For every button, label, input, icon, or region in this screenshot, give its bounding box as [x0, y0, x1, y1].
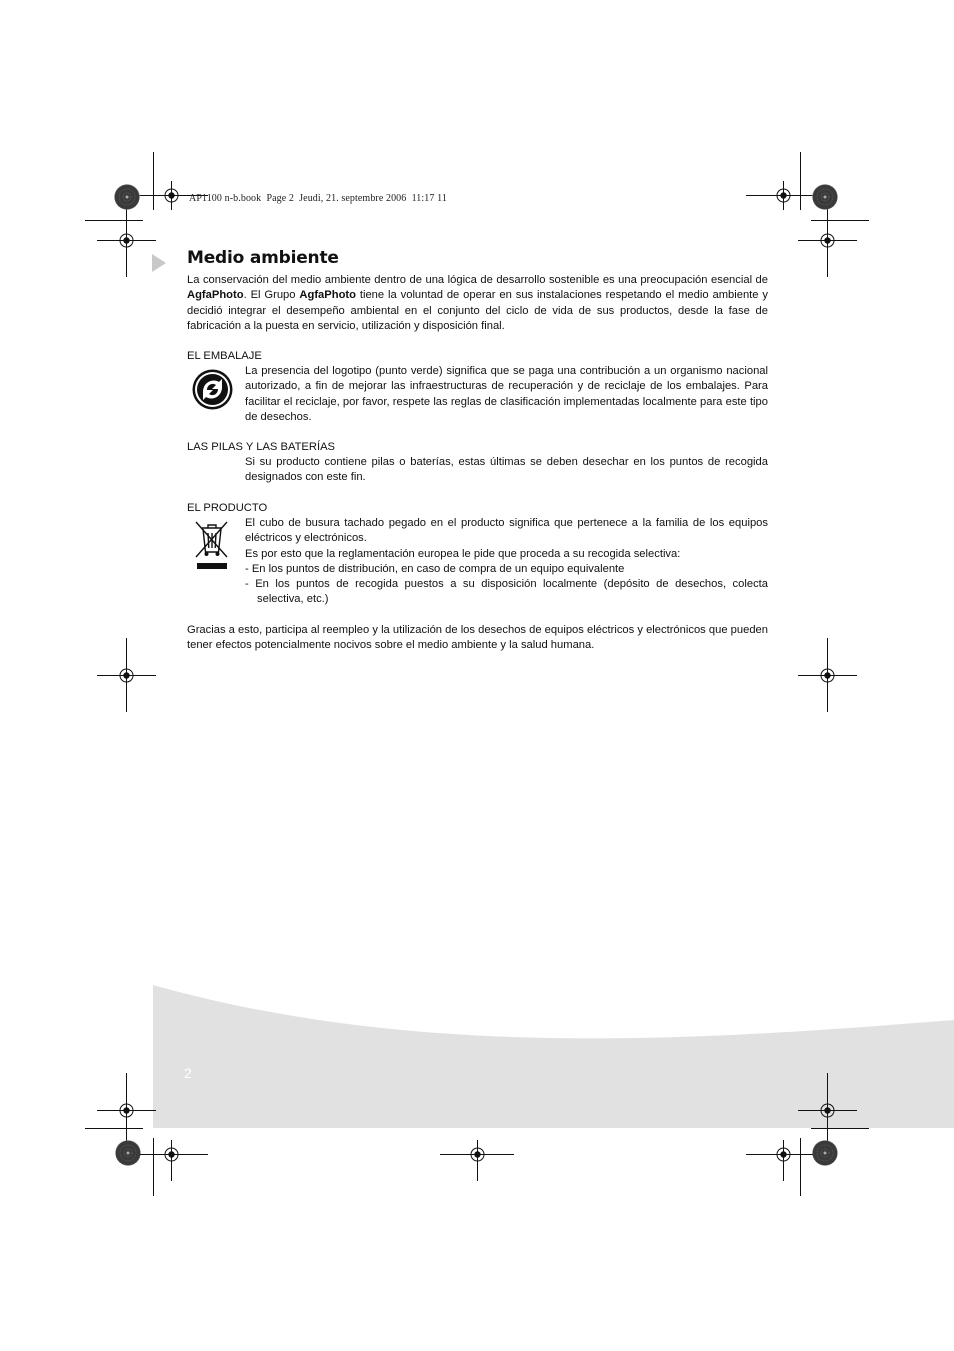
- product-text: [245, 516, 768, 608]
- brand-name: AgfaPhoto: [187, 289, 244, 302]
- packaging-text: La presencia del logotipo (punto verde) significa que se paga una contribución a un organismo nacional autorizado, a fin de mejorar las infraestructuras de recuperación y de reciclaje de los embalajes. Para facilitar el reciclaje, por favor, respete las reglas de clasificación implementadas localmente para este tipo de desechos.: [245, 365, 768, 423]
- intro-text-2: . El Grupo: [243, 289, 300, 302]
- product-text-1: El cubo de busura tachado pegado en el producto significa que pertenece a la familia de los equipos eléctricos y electrónicos.: [245, 517, 768, 545]
- section-arrow-icon: [152, 254, 166, 272]
- page-number: 2: [184, 1065, 192, 1081]
- section-heading-product: EL PRODUCTO: [187, 502, 268, 514]
- intro-text-3: tiene la voluntad de operar en sus instalaciones respetando el medio ambiente y decidió integrar el desempeño ambiental en el conjunto del ciclo de vida de sus productos, desde la fase de fabricación a la puesta en servicio, utilización y disposición final.: [187, 289, 768, 332]
- page-title: Medio ambiente: [187, 248, 339, 268]
- section-heading-packaging: EL EMBALAJE: [187, 350, 262, 362]
- intro-paragraph: [187, 273, 768, 334]
- batteries-text: Si su producto contiene pilas o baterías, estas últimas se deben desechar en los puntos de recogida designados con este fin.: [245, 456, 768, 484]
- brand-name: AgfaPhoto: [299, 289, 356, 302]
- print-header: AP1100 n-b.book Page 2 Jeudi, 21. septembre 2006 11:17 11: [189, 193, 447, 204]
- intro-text-1: La conservación del medio ambiente dentro de una lógica de desarrollo sostenible es una preocupación esencial de: [187, 274, 768, 286]
- list-item: - En los puntos de recogida puestos a su disposición localmente (depósito de desechos, colecta selectiva, etc.): [245, 578, 768, 606]
- section-heading-batteries: LAS PILAS Y LAS BATERÍAS: [187, 441, 335, 453]
- closing-paragraph: Gracias a esto, participa al reempleo y la utilización de los desechos de equipos eléctricos y electrónicos que pueden tener efectos potencialmente nocivos sobre el medio ambiente y la salud humana.: [187, 624, 768, 652]
- product-text-2: Es por esto que la reglamentación europea le pide que proceda a su recogida selectiva:: [245, 547, 681, 560]
- list-item: - En los puntos de distribución, en caso de compra de un equipo equivalente: [245, 562, 625, 575]
- crossed-bin-icon: [193, 519, 231, 571]
- green-dot-recycling-icon: [191, 368, 234, 411]
